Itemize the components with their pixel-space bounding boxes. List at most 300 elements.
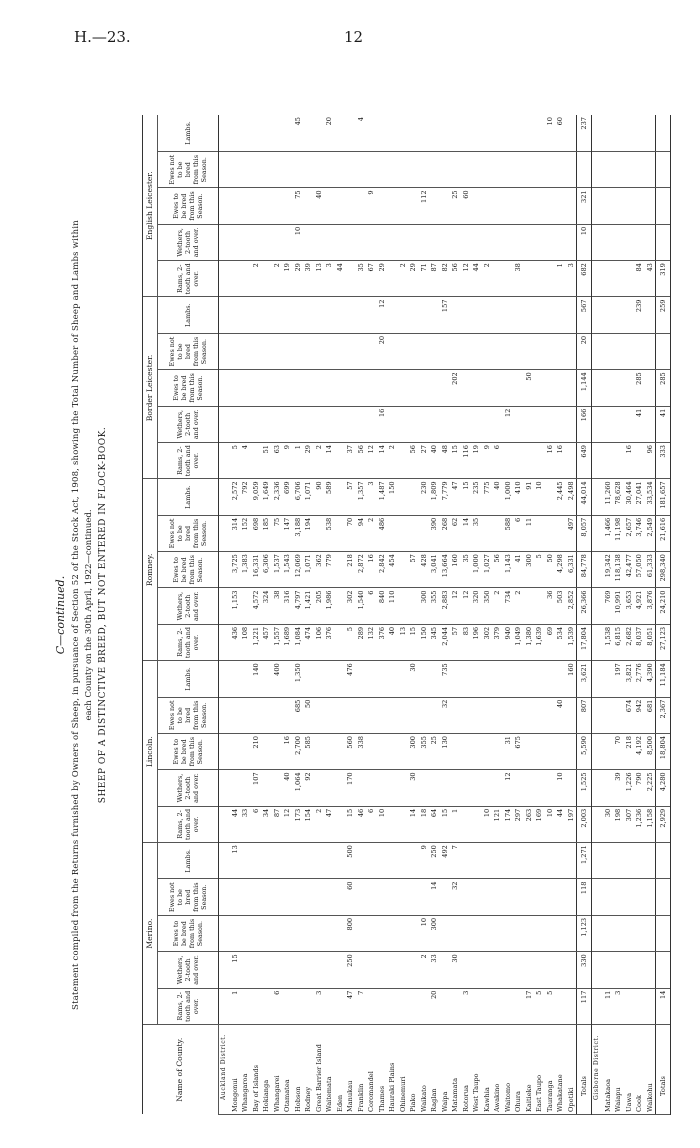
table-cell <box>282 406 293 442</box>
table-cell <box>303 188 314 224</box>
table-cell: 87 <box>272 806 283 842</box>
table-cell: 338 <box>356 734 367 770</box>
table-cell <box>335 734 346 770</box>
table-cell <box>645 370 656 406</box>
table-row <box>545 115 556 1115</box>
table-cell: 56 <box>492 552 503 588</box>
table-cell <box>524 406 535 442</box>
table-cell <box>471 152 482 188</box>
table-cell <box>251 224 262 260</box>
table-cell: 57,050 <box>634 552 645 588</box>
table-cell <box>566 734 577 770</box>
table-cell: 1,421 <box>303 588 314 624</box>
table-cell <box>261 370 272 406</box>
table-cell <box>645 152 656 188</box>
table-cell <box>335 479 346 515</box>
table-cell: 2,044 <box>440 624 451 660</box>
table-cell: 7 <box>450 843 461 879</box>
table-cell <box>387 697 398 733</box>
table-cell: 560 <box>345 734 356 770</box>
table-cell: 735 <box>440 661 451 697</box>
table-cell <box>440 188 451 224</box>
table-cell: 205 <box>314 588 325 624</box>
table-cell <box>303 406 314 442</box>
table-cell <box>335 915 346 951</box>
total-cell: 237 <box>577 115 592 152</box>
table-cell <box>545 515 556 551</box>
table-cell: 14 <box>324 443 335 479</box>
table-cell: 6 <box>366 588 377 624</box>
table-cell <box>555 515 566 551</box>
table-cell <box>261 224 272 260</box>
table-cell <box>272 333 283 369</box>
table-cell: 3,041 <box>429 552 440 588</box>
table-cell <box>398 879 409 915</box>
table-cell: 1,027 <box>482 552 493 588</box>
table-cell <box>592 224 603 260</box>
table-cell <box>440 952 451 988</box>
table-cell: 2,445 <box>555 479 566 515</box>
table-cell <box>219 734 230 770</box>
table-cell <box>261 843 272 879</box>
table-cell <box>282 333 293 369</box>
table-cell: 11 <box>524 515 535 551</box>
table-cell <box>356 843 367 879</box>
table-cell <box>335 188 346 224</box>
table-cell <box>314 843 325 879</box>
table-cell <box>482 515 493 551</box>
table-cell <box>471 297 482 333</box>
table-cell <box>303 224 314 260</box>
table-cell <box>492 988 503 1024</box>
table-cell <box>387 370 398 406</box>
table-cell <box>566 443 577 479</box>
table-cell <box>314 370 325 406</box>
table-cell: 1,537 <box>272 552 283 588</box>
table-cell: 3 <box>461 988 472 1024</box>
table-cell: 268 <box>440 515 451 551</box>
table-cell <box>566 843 577 879</box>
table-cell: 70 <box>345 515 356 551</box>
table-cell <box>471 661 482 697</box>
table-cell <box>314 115 325 152</box>
table-row <box>603 115 614 1115</box>
table-cell <box>624 188 635 224</box>
table-cell: 121 <box>492 806 503 842</box>
table-row <box>335 115 346 1115</box>
table-cell: 110 <box>387 588 398 624</box>
continued-heading: C—continued. <box>54 575 67 655</box>
table-cell: 39 <box>303 261 314 297</box>
table-cell <box>387 152 398 188</box>
table-cell <box>230 333 241 369</box>
table-cell <box>293 952 304 988</box>
table-cell <box>603 370 614 406</box>
table-cell <box>566 952 577 988</box>
table-cell <box>624 152 635 188</box>
table-cell <box>482 152 493 188</box>
table-cell <box>282 152 293 188</box>
table-cell <box>398 770 409 806</box>
table-cell <box>440 370 451 406</box>
table-cell <box>408 843 419 879</box>
table-cell <box>398 734 409 770</box>
column-header: Rams, 2-tooth and over. <box>158 624 219 660</box>
table-cell: 64 <box>429 806 440 842</box>
table-cell <box>293 988 304 1024</box>
total-cell: 3,621 <box>577 661 592 697</box>
table-cell <box>419 370 430 406</box>
table-cell <box>345 261 356 297</box>
total-cell: 1,144 <box>577 370 592 406</box>
table-cell <box>524 152 535 188</box>
table-cell: 92 <box>303 770 314 806</box>
table-cell: 25 <box>429 734 440 770</box>
table-cell <box>545 224 556 260</box>
table-cell <box>624 952 635 988</box>
table-cell <box>408 188 419 224</box>
table-cell <box>492 879 503 915</box>
table-cell <box>461 115 472 152</box>
table-cell <box>219 661 230 697</box>
table-cell <box>645 297 656 333</box>
table-cell: 57 <box>408 552 419 588</box>
table-cell <box>524 734 535 770</box>
table-cell <box>251 697 262 733</box>
table-cell: 2,549 <box>645 515 656 551</box>
table-cell <box>440 915 451 951</box>
table-cell: 18 <box>419 806 430 842</box>
table-cell: 10 <box>377 806 388 842</box>
table-cell: 2 <box>314 806 325 842</box>
table-cell: 588 <box>503 515 514 551</box>
total-cell <box>656 879 671 915</box>
table-cell <box>492 115 503 152</box>
table-cell: 300 <box>524 552 535 588</box>
total-cell: 2,929 <box>656 806 671 842</box>
column-header: Ewes to be bred from this Season. <box>158 370 219 406</box>
table-cell <box>251 843 262 879</box>
county-name: Waikato <box>419 1025 430 1115</box>
table-cell <box>613 952 624 988</box>
table-cell <box>624 115 635 152</box>
table-cell: 285 <box>634 370 645 406</box>
table-cell: 410 <box>513 479 524 515</box>
table-cell: 14 <box>461 515 472 551</box>
table-cell <box>592 588 603 624</box>
table-cell <box>492 406 503 442</box>
table-cell: 2 <box>314 443 325 479</box>
table-cell <box>261 152 272 188</box>
table-cell <box>240 697 251 733</box>
table-cell <box>634 224 645 260</box>
county-name: Hokianga <box>261 1025 272 1115</box>
table-cell <box>461 661 472 697</box>
table-cell <box>356 152 367 188</box>
table-cell <box>461 152 472 188</box>
column-header: Lambs. <box>158 479 219 515</box>
table-cell <box>261 952 272 988</box>
table-cell: 779 <box>324 552 335 588</box>
table-cell: 174 <box>503 806 514 842</box>
table-cell <box>366 661 377 697</box>
table-cell: 2 <box>492 588 503 624</box>
table-cell <box>408 879 419 915</box>
table-cell <box>534 370 545 406</box>
table-cell <box>230 370 241 406</box>
table-cell: 3,746 <box>634 515 645 551</box>
table-cell <box>251 115 262 152</box>
table-cell <box>613 443 624 479</box>
table-cell <box>461 843 472 879</box>
table-cell <box>261 697 272 733</box>
table-cell: 3 <box>613 988 624 1024</box>
table-cell <box>272 370 283 406</box>
totals-row <box>577 115 592 1115</box>
table-cell: 17 <box>524 988 535 1024</box>
district-row <box>592 115 603 1115</box>
table-cell <box>482 661 493 697</box>
table-cell <box>566 879 577 915</box>
table-cell <box>624 406 635 442</box>
table-cell: 194 <box>303 515 314 551</box>
table-cell: 3,821 <box>624 661 635 697</box>
table-cell <box>613 261 624 297</box>
table-cell <box>272 115 283 152</box>
table-cell <box>272 734 283 770</box>
table-cell <box>461 734 472 770</box>
table-cell: 29 <box>408 261 419 297</box>
table-cell <box>398 915 409 951</box>
table-cell: 300 <box>429 915 440 951</box>
table-cell <box>398 188 409 224</box>
table-cell <box>366 843 377 879</box>
table-cell <box>272 915 283 951</box>
table-cell: 56 <box>450 261 461 297</box>
table-cell <box>324 188 335 224</box>
table-cell <box>624 297 635 333</box>
table-cell <box>303 988 314 1024</box>
table-cell <box>377 770 388 806</box>
table-cell: 4,298 <box>555 552 566 588</box>
table-cell <box>335 333 346 369</box>
table-cell <box>545 188 556 224</box>
table-cell <box>492 661 503 697</box>
table-cell: 1,540 <box>356 588 367 624</box>
table-row <box>566 115 577 1115</box>
table-cell <box>261 188 272 224</box>
table-cell <box>398 952 409 988</box>
table-cell <box>219 115 230 152</box>
table-cell <box>377 152 388 188</box>
table-row <box>645 115 656 1115</box>
table-cell: 250 <box>345 952 356 988</box>
total-cell: 330 <box>577 952 592 988</box>
table-cell: 197 <box>613 661 624 697</box>
table-cell: 2 <box>387 443 398 479</box>
table-cell <box>440 224 451 260</box>
table-cell <box>324 297 335 333</box>
table-cell: 840 <box>377 588 388 624</box>
table-cell <box>545 770 556 806</box>
table-cell <box>240 297 251 333</box>
table-cell: 1,221 <box>251 624 262 660</box>
table-cell <box>356 224 367 260</box>
county-name: Franklin <box>356 1025 367 1115</box>
table-cell: 4,797 <box>293 588 304 624</box>
table-cell: 476 <box>345 661 356 697</box>
table-cell: 11 <box>603 988 614 1024</box>
table-cell <box>282 988 293 1024</box>
table-cell: 355 <box>429 588 440 624</box>
table-cell <box>314 297 325 333</box>
table-cell <box>440 333 451 369</box>
table-cell <box>335 697 346 733</box>
total-cell: 2,003 <box>577 806 592 842</box>
table-cell <box>440 152 451 188</box>
table-cell: 29 <box>377 261 388 297</box>
table-cell <box>461 333 472 369</box>
table-cell <box>645 879 656 915</box>
table-cell: 2 <box>419 952 430 988</box>
table-row <box>503 115 514 1115</box>
table-cell <box>324 661 335 697</box>
table-cell <box>482 952 493 988</box>
table-cell: 8,500 <box>645 734 656 770</box>
table-cell: 250 <box>429 843 440 879</box>
table-cell <box>356 370 367 406</box>
table-cell <box>240 988 251 1024</box>
table-cell <box>450 115 461 152</box>
table-cell: 681 <box>645 697 656 733</box>
table-cell: 2 <box>513 588 524 624</box>
table-cell <box>592 297 603 333</box>
table-cell <box>419 879 430 915</box>
table-cell <box>545 734 556 770</box>
table-cell <box>219 515 230 551</box>
table-cell: 108 <box>240 624 251 660</box>
sheep-category-heading: SHEEP OF A DISTINCTIVE BREED, BUT NOT ENTERED IN FLOCK-BOOK. <box>98 426 108 804</box>
table-cell <box>366 406 377 442</box>
table-cell <box>345 406 356 442</box>
table-cell: 790 <box>634 770 645 806</box>
table-cell <box>324 224 335 260</box>
table-cell <box>261 770 272 806</box>
table-cell: 1,158 <box>645 806 656 842</box>
table-cell <box>592 952 603 988</box>
table-cell <box>513 952 524 988</box>
table-cell: 13 <box>230 843 241 879</box>
breed-header-row <box>143 115 158 1115</box>
column-header: Ewes not to be bred from this Season. <box>158 515 219 551</box>
table-cell <box>314 734 325 770</box>
table-cell <box>366 152 377 188</box>
table-cell: 6 <box>251 806 262 842</box>
table-cell <box>251 952 262 988</box>
table-cell <box>471 115 482 152</box>
table-cell <box>503 915 514 951</box>
table-cell <box>398 661 409 697</box>
table-cell <box>471 333 482 369</box>
table-cell: 16,331 <box>251 552 262 588</box>
table-cell <box>398 443 409 479</box>
table-cell <box>482 333 493 369</box>
table-cell <box>303 297 314 333</box>
table-cell <box>461 952 472 988</box>
table-row <box>471 115 482 1115</box>
county-name: Eden <box>335 1025 346 1115</box>
table-cell <box>603 333 614 369</box>
table-cell <box>429 661 440 697</box>
table-cell: 314 <box>230 515 241 551</box>
table-cell <box>408 588 419 624</box>
table-cell: 30 <box>450 952 461 988</box>
table-cell <box>219 552 230 588</box>
table-cell: 1 <box>555 261 566 297</box>
table-cell: 130 <box>440 734 451 770</box>
table-cell: 39 <box>613 770 624 806</box>
table-cell: 534 <box>555 624 566 660</box>
table-cell <box>219 479 230 515</box>
table-cell <box>419 152 430 188</box>
table-cell <box>450 915 461 951</box>
table-cell <box>240 406 251 442</box>
table-cell: 60 <box>461 188 472 224</box>
table-cell <box>240 224 251 260</box>
table-cell <box>624 333 635 369</box>
totals-label: Totals <box>577 1025 592 1115</box>
table-cell <box>219 333 230 369</box>
total-cell: 5,590 <box>577 734 592 770</box>
table-cell <box>408 152 419 188</box>
table-row <box>419 115 430 1115</box>
table-cell <box>534 515 545 551</box>
table-cell <box>503 988 514 1024</box>
table-cell <box>303 915 314 951</box>
table-cell: 40 <box>492 479 503 515</box>
county-name: Raglan <box>429 1025 440 1115</box>
table-cell: 30 <box>603 806 614 842</box>
table-cell: 9 <box>482 443 493 479</box>
table-cell <box>524 115 535 152</box>
table-cell: 300 <box>408 734 419 770</box>
table-cell: 538 <box>324 515 335 551</box>
table-cell: 3 <box>314 988 325 1024</box>
table-cell <box>419 406 430 442</box>
table-cell <box>387 806 398 842</box>
table-row <box>624 115 635 1115</box>
total-cell: 649 <box>577 443 592 479</box>
table-cell <box>251 188 262 224</box>
table-cell <box>645 952 656 988</box>
table-cell <box>461 297 472 333</box>
table-cell: 2,498 <box>566 479 577 515</box>
table-cell: 320 <box>471 588 482 624</box>
table-row <box>293 115 304 1115</box>
table-cell: 16 <box>377 406 388 442</box>
table-cell <box>230 406 241 442</box>
table-cell <box>566 406 577 442</box>
table-cell: 1,357 <box>356 479 367 515</box>
table-cell <box>419 661 430 697</box>
table-cell <box>471 188 482 224</box>
table-cell: 60 <box>345 879 356 915</box>
table-cell: 15 <box>230 952 241 988</box>
table-cell <box>240 661 251 697</box>
table-cell <box>303 152 314 188</box>
table-cell <box>634 843 645 879</box>
table-cell <box>429 152 440 188</box>
